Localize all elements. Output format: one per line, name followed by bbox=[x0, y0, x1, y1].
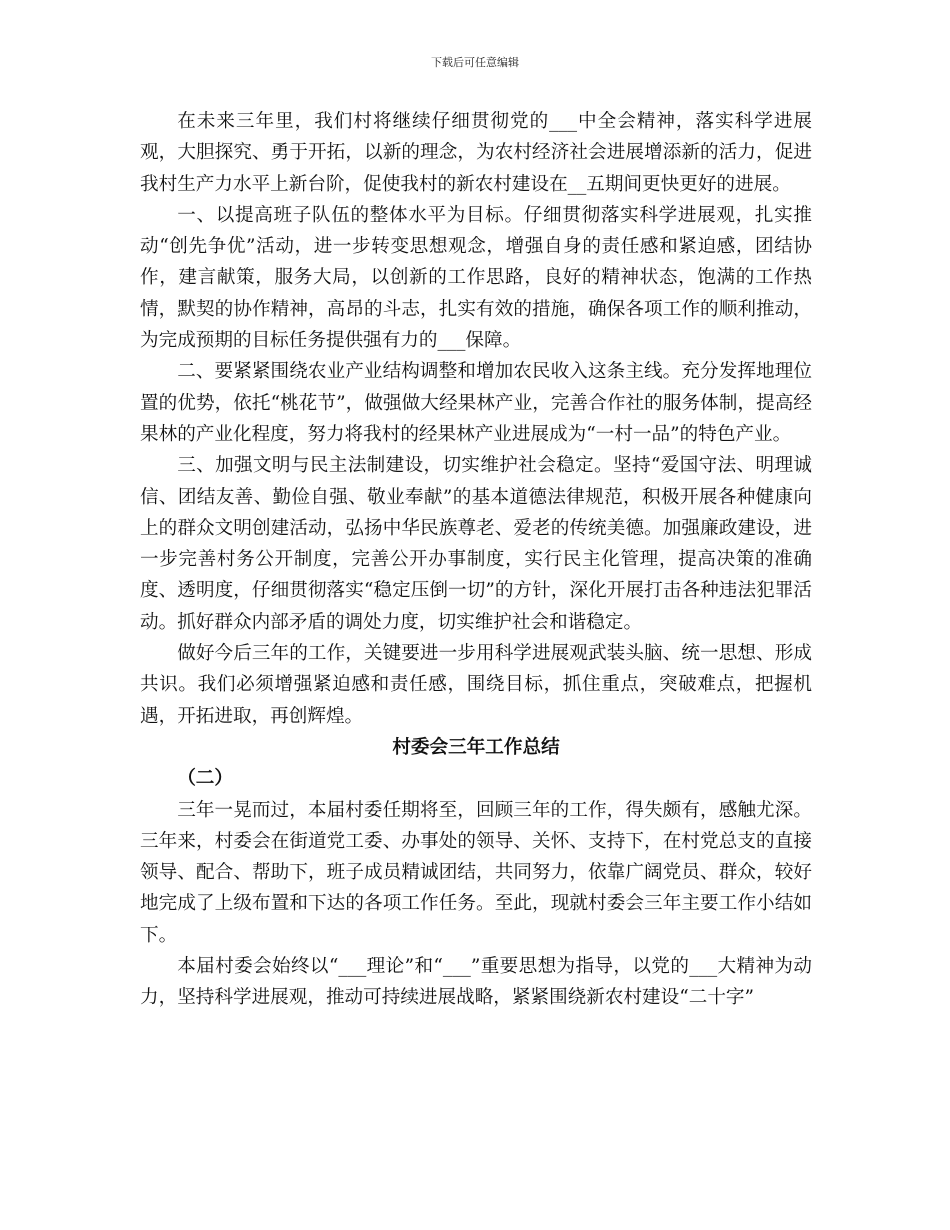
section-title: 村委会三年工作总结 bbox=[392, 736, 560, 758]
paragraph-point-one: 一、以提高班子队伍的整体水平为目标。仔细贯彻落实科学进展观，扎实推动“创先争优”活动，进一步转变思想观念，增强自身的责任感和紧迫感，团结协作，建言献策，服务大局，以创新的工作思路，良好的精神状态，饱满的工作热情，默契的协作精神，高昂的斗志，扎实有效的措施，确保各项工作的顺利推动，为完成预期的目标任务提供强有力的___保障。 bbox=[140, 204, 812, 352]
page-header: 下载后可任意编辑 bbox=[431, 56, 519, 69]
paragraph-point-three: 三、加强文明与民主法制建设，切实维护社会稳定。坚持“爱国守法、明理诚信、团结友善、勤俭自强、敬业奉献”的基本道德法律规范，积极开展各种健康向上的群众文明创建活动，弘扬中华民族尊老、爱老的传统美德。加强廉政建设，进一步完善村务公开制度，完善公开办事制度，实行民主化管理，提高决策的准确度、透明度，仔细贯彻落实“稳定压倒一切”的方针，深化开展打击各种违法犯罪活动。抓好群众内部矛盾的调处力度，切实维护社会和谐稳定。 bbox=[140, 455, 812, 633]
document-body bbox=[140, 106, 812, 1014]
paragraph-future-plan: 在未来三年里，我们村将继续仔细贯彻党的___中全会精神，落实科学进展观，大胆探究、勇于开拓，以新的理念，为农村经济社会进展增添新的活力，促进我村生产力水平上新台阶，促使我村的新农村建设在__五期间更快更好的进展。 bbox=[140, 111, 812, 195]
paragraph-guidance: 本届村委会始终以“___理论”和“___”重要思想为指导，以党的___大精神为动力，坚持科学进展观，推动可持续进展战略，紧紧围绕新农村建设“二十字” bbox=[140, 956, 812, 1009]
section-subtitle: （二） bbox=[177, 768, 233, 790]
paragraph-point-two: 二、要紧紧围绕农业产业结构调整和增加农民收入这条主线。充分发挥地理位置的优势，依托“桃花节”，做强做大经果林产业，完善合作社的服务体制，提高经果林的产业化程度，努力将我村的经果林产业进展成为“一村一品”的特色产业。 bbox=[140, 361, 812, 445]
paragraph-conclusion: 做好今后三年的工作，关键要进一步用科学进展观武装头脑、统一思想、形成共识。我们必须增强紧迫感和责任感，围绕目标，抓住重点，突破难点，把握机遇，开拓进取，再创辉煌。 bbox=[140, 643, 812, 727]
paragraph-review: 三年一晃而过，本届村委任期将至，回顾三年的工作，得失颇有，感触尤深。三年来，村委会在街道党工委、办事处的领导、关怀、支持下，在村党总支的直接领导、配合、帮助下，班子成员精诚团结，共同努力，依靠广阔党员、群众，较好地完成了上级布置和下达的各项工作任务。至此，现就村委会三年主要工作小结如下。 bbox=[140, 799, 812, 946]
